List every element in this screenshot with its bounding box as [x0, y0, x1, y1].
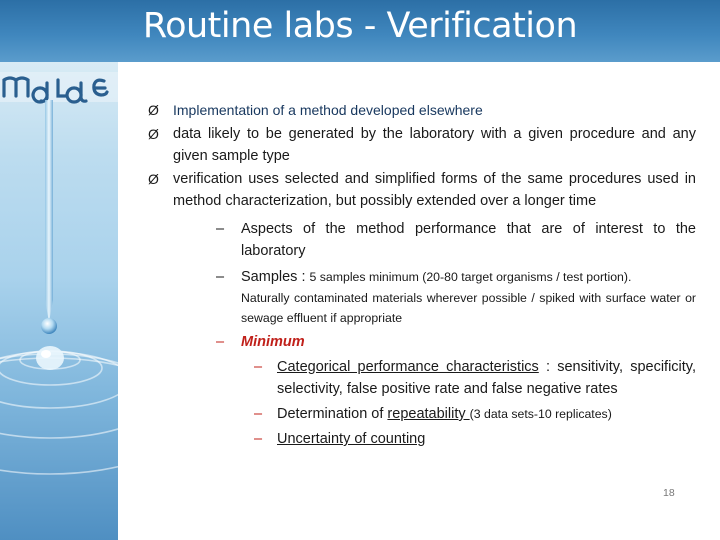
categorical-link-text: Categorical performance characteristics — [277, 359, 539, 375]
bullet-text: data likely to be generated by the laboratory with a given procedure and any given sample type — [173, 126, 696, 164]
repeatability-pre-text: Determination of — [277, 406, 388, 422]
bullet-implementation — [148, 99, 696, 122]
uncertainty-link-text: Uncertainty of counting — [277, 431, 426, 447]
slide-content — [148, 99, 696, 450]
sub-bullet-minimum — [216, 331, 696, 353]
bullet-text: verification uses selected and simplified forms of the same procedures used in method characterization, but possibly extended over a longer time — [173, 171, 696, 209]
sub-bullet-aspects — [216, 218, 696, 262]
water-ripples-illustration — [0, 300, 118, 540]
repeatability-post-text: (3 data sets-10 replicates) — [469, 407, 612, 421]
samples-detail: 5 samples minimum (20-80 target organisms / test portion). — [309, 270, 632, 284]
arrow-bullet-marker: Ø — [148, 126, 159, 142]
samples-note: Naturally contaminated materials wherever possible / spiked with surface water or sewage effluent if appropriate — [241, 291, 696, 325]
dash-bullet-marker: – — [254, 431, 263, 447]
dash-bullet-marker: – — [254, 359, 263, 375]
arrow-bullet-marker: Ø — [148, 102, 159, 118]
arrow-bullet-marker: Ø — [148, 171, 159, 187]
bullet-text: Implementation of a method developed elsewhere — [173, 102, 483, 118]
dash-bullet-marker: – — [216, 221, 225, 237]
page-number: 18 — [663, 487, 675, 499]
bullet-verification — [148, 168, 696, 212]
sub-bullet-samples — [216, 266, 696, 288]
bullet-data-likely — [148, 123, 696, 167]
minimum-item-repeatability — [254, 403, 696, 425]
dash-bullet-marker: – — [254, 406, 263, 422]
sub-bullet-text: Aspects of the method performance that are of interest to the laboratory — [241, 221, 696, 259]
samples-label: Samples : — [241, 269, 310, 285]
repeatability-link-text: repeatability — [387, 406, 470, 422]
dash-bullet-marker: – — [216, 334, 225, 350]
minimum-item-uncertainty — [254, 428, 696, 450]
dash-bullet-marker: – — [216, 269, 225, 285]
minimum-item-categorical — [254, 356, 697, 400]
slide-title: Routine labs - Verification — [142, 6, 578, 46]
minimum-heading: Minimum — [241, 334, 305, 350]
categorical-rest-text: : sensitivity, specificity, selectivity, false positive rate and false negative rates — [277, 359, 697, 397]
